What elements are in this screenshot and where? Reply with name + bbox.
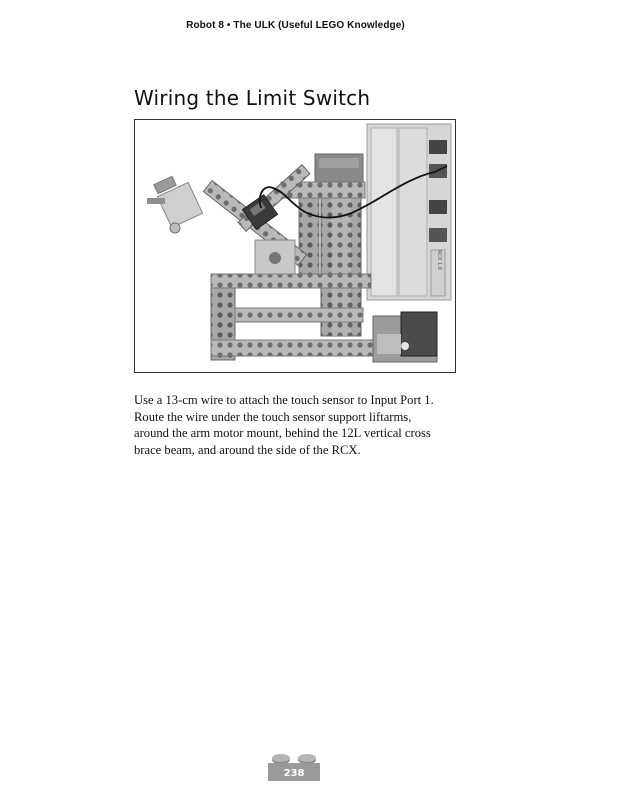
page-footer [268, 752, 320, 782]
rcx-brick [367, 124, 451, 300]
section-title: Wiring the Limit Switch [134, 86, 371, 110]
running-head: Robot 8 • The ULK (Useful LEGO Knowledge) [186, 20, 405, 31]
lego-wiring-illustration [134, 119, 456, 373]
instruction-line: brace beam, and around the side of the RCX. [134, 442, 361, 457]
rcx-label: RCX 1.0 [436, 250, 442, 270]
instruction-line: Route the wire under the touch sensor support liftarms, [134, 409, 412, 424]
instruction-line: around the arm motor mount, behind the 12L vertical cross [134, 426, 431, 440]
touch-sensor [147, 176, 203, 233]
instructions-paragraph [134, 392, 454, 458]
page-number: 238 [268, 766, 320, 781]
instruction-line: Use a 13-cm wire to attach the touch sensor to Input Port 1. [134, 393, 434, 407]
drive-motor [373, 312, 437, 362]
